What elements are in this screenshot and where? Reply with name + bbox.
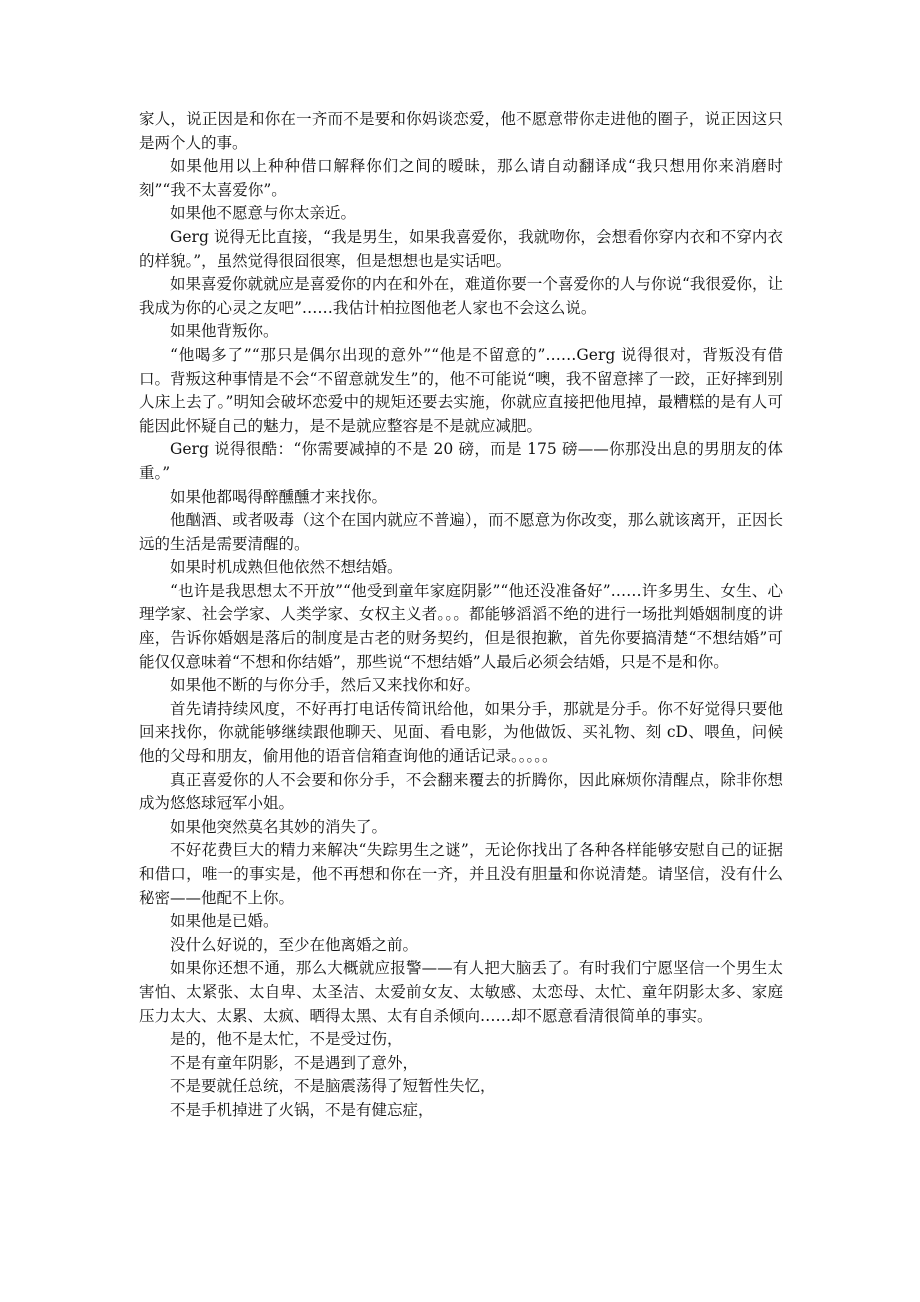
verse-line: 不是有童年阴影，不是遇到了意外，: [170, 1053, 419, 1072]
verse-line: 不是要就任总统，不是脑震荡得了短暂性失忆，: [170, 1077, 496, 1096]
verse-line: 是的，他不是太忙，不是受过伤，: [170, 1030, 403, 1049]
paragraph: “他喝多了”“那只是偶尔出现的意外”“他是不留意的”……Gerg 说得很对，背叛没有借口。背叛这种事情是不会“不留意就发生”的，他不可能说“噢，我不留意摔了一跤，正好摔到别人床上去了。”明知会破坏恋爱中的规矩还要去实施，你就应直接把他甩掉，最糟糕的是有人可能因此怀疑自己的魅力，是不是就应整容是不是就应减肥。: [139, 345, 783, 435]
paragraph: 家人，说正因是和你在一齐而不是要和你妈谈恋爱，他不愿意带你走进他的圈子，说正因这只是两个人的事。: [139, 110, 783, 152]
section-heading: 如果他是已婚。: [170, 912, 279, 931]
section-heading: 如果他都喝得醉醺醺才来找你。: [170, 487, 388, 506]
section-heading: 如果时机成熟但他依然不想结婚。: [170, 558, 403, 577]
paragraph: 真正喜爱你的人不会要和你分手，不会翻来覆去的折腾你，因此麻烦你清醒点，除非你想成为悠悠球冠军小姐。: [139, 770, 783, 813]
paragraph: 他酗酒、或者吸毒（这个在国内就应不普遍），而不愿意为你改变，那么就该离开，正因长远的生活是需要清醒的。: [139, 511, 783, 553]
paragraph: 如果你还想不通，那么大概就应报警——有人把大脑丢了。有时我们宁愿坚信一个男生太害怕、太紧张、太自卑、太圣洁、太爱前女友、太敏感、太恋母、太忙、童年阴影太多、家庭压力太大、太累、太疯、晒得太黑、太有自杀倾向……却不愿意看清很简单的事实。: [139, 959, 783, 1025]
section-heading: 如果他不断的与你分手，然后又来找你和好。: [170, 676, 481, 695]
paragraph: 没什么好说的，至少在他离婚之前。: [170, 935, 419, 954]
document-body: [139, 108, 783, 1123]
section-heading: 如果他背叛你。: [170, 322, 279, 341]
section-heading: 如果他突然莫名其妙的消失了。: [170, 817, 388, 836]
paragraph: 不好花费巨大的精力来解决“失踪男生之谜”，无论你找出了各种各样能够安慰自己的证据和借口，唯一的事实是，他不再想和你在一齐，并且没有胆量和你说清楚。请坚信，没有什么秘密——他配不上你。: [139, 841, 783, 907]
paragraph: Gerg 说得很酷：“你需要减掉的不是 20 磅，而是 175 磅——你那没出息的男朋友的体重。”: [139, 440, 783, 482]
paragraph: “也许是我思想太不开放”“他受到童年家庭阴影”“他还没准备好”……许多男生、女生、心理学家、社会学家、人类学家、女权主义者。。。都能够滔滔不绝的进行一场批判婚姻制度的讲座，告诉你婚姻是落后的制度是古老的财务契约，但是很抱歉，首先你要搞清楚“不想结婚”可能仅仅意味着“不想和你结婚”，那些说“不想结婚”人最后必须会结婚，只是不是和你。: [139, 581, 783, 671]
paragraph: 首先请持续风度，不好再打电话传简讯给他，如果分手，那就是分手。你不好觉得只要他回来找你，你就能够继续跟他聊天、见面、看电影，为他做饭、买礼物、刻 cD、喂鱼，问候他的父母和朋友，偷用他的语音信箱查询他的通话记录。。。。。: [139, 699, 783, 766]
section-heading: 如果他不愿意与你太亲近。: [170, 204, 357, 223]
verse-line: 不是手机掉进了火锅，不是有健忘症，: [170, 1100, 434, 1119]
paragraph: Gerg 说得无比直接，“我是男生，如果我喜爱你，我就吻你，会想看你穿内衣和不穿内衣的样貌。”，虽然觉得很囧很寒，但是想想也是实话吧。: [139, 227, 783, 270]
paragraph: 如果他用以上种种借口解释你们之间的暧昧，那么请自动翻译成“我只想用你来消磨时刻”“我不太喜爱你”。: [139, 157, 783, 199]
paragraph: 如果喜爱你就就应是喜爱你的内在和外在，难道你要一个喜爱你的人与你说“我很爱你，让我成为你的心灵之友吧”……我估计柏拉图他老人家也不会这么说。: [139, 275, 783, 317]
